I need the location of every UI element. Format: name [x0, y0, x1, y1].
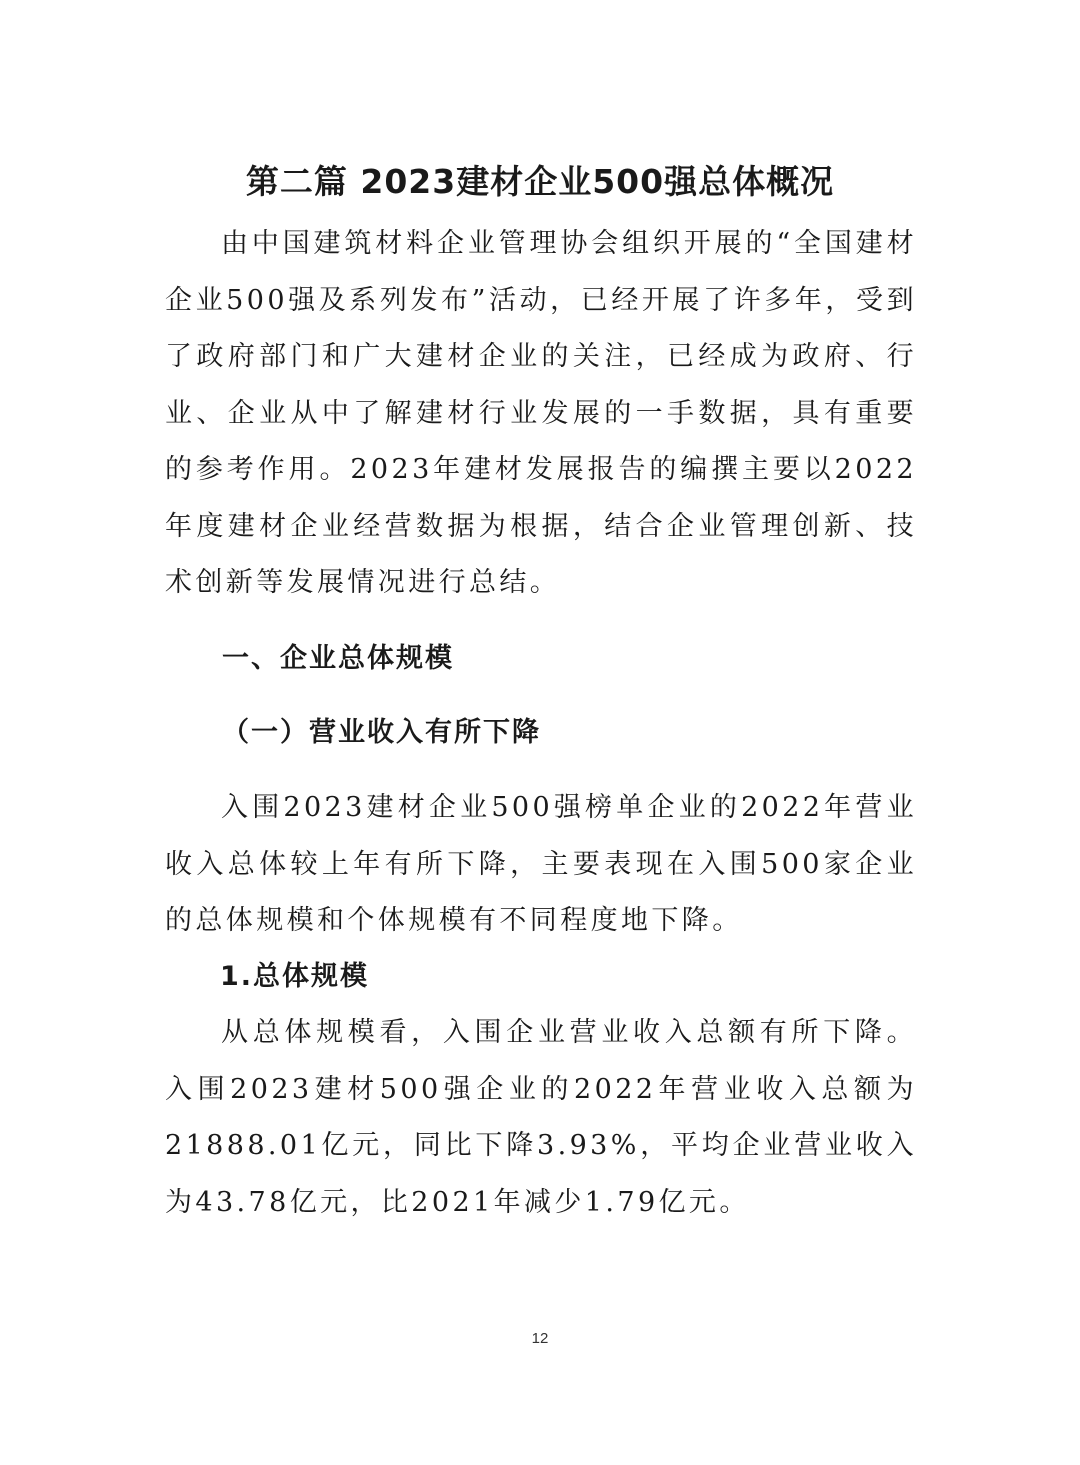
page-title: 第二篇 2023建材企业500强总体概况: [245, 162, 835, 202]
subsection-paragraph: 入围2023建材企业500强榜单企业的2022年营业收入总体较上年有所下降，主要表现在入围500家企业的总体规模和个体规模有不同程度地下降。: [165, 792, 917, 936]
page-number: 12: [531, 1330, 549, 1347]
intro-paragraph: 由中国建筑材料企业管理协会组织开展的“全国建材企业500强及系列发布”活动，已经开展了许多年，受到了政府部门和广大建材企业的关注，已经成为政府、行业、企业从中了解建材行业发展的一手数据，具有重要的参考作用。2023年建材发展报告的编撰主要以2022年度建材企业经营数据为根据，结合企业管理创新、技术创新等发展情况进行总结。: [165, 228, 917, 598]
section-heading: 一、企业总体规模: [222, 643, 454, 674]
subsection-heading: （一）营业收入有所下降: [222, 717, 541, 748]
item-heading: 1.总体规模: [220, 961, 370, 992]
item-paragraph: 从总体规模看，入围企业营业收入总额有所下降。入围2023建材500强企业的2022年营业收入总额为21888.01亿元，同比下降3.93%，平均企业营业收入为43.78亿元，比2021年减少1.79亿元。: [165, 1017, 917, 1218]
